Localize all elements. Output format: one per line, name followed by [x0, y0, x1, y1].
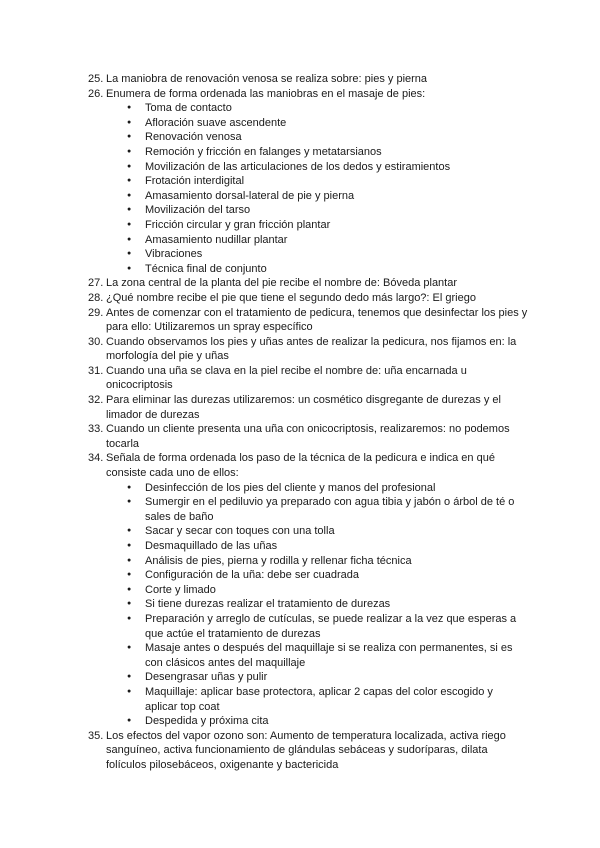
question-text: Antes de comenzar con el tratamiento de pedicura, tenemos que desinfectar los pies y para ello: Utilizaremos un spray específico — [106, 306, 528, 334]
question-text: Enumera de forma ordenada las maniobras en el masaje de pies: — [106, 87, 426, 100]
bullet-item: ● Movilización de las articulaciones de los dedos y estiramientos — [127, 160, 528, 175]
question-item — [88, 72, 528, 87]
bullet-item: ● Desengrasar uñas y pulir — [127, 670, 528, 685]
question-number: 28. — [88, 291, 104, 304]
question-number: 31. — [88, 364, 104, 377]
bullet-item: ● Desinfección de los pies del cliente y manos del profesional — [127, 481, 528, 496]
question-number: 29. — [88, 306, 104, 319]
bullet-item: ● Afloración suave ascendente — [127, 116, 528, 131]
question-item — [88, 729, 528, 773]
bullet-list — [106, 101, 528, 276]
bullet-item: ● Vibraciones — [127, 247, 528, 262]
question-item — [88, 335, 528, 364]
bullet-item: ● Técnica final de conjunto — [127, 262, 528, 277]
question-text: La zona central de la planta del pie recibe el nombre de: Bóveda plantar — [106, 277, 458, 290]
bullet-item: ● Fricción circular y gran fricción plantar — [127, 218, 528, 233]
question-item — [88, 87, 528, 277]
bullet-item: ● Preparación y arreglo de cutículas, se puede realizar a la vez que esperas a que actúe el tratamiento de durezas — [127, 612, 528, 641]
question-text: La maniobra de renovación venosa se realiza sobre: pies y pierna — [106, 73, 428, 85]
bullet-item: ● Renovación venosa — [127, 130, 528, 145]
bullet-item: ● Remoción y fricción en falanges y metatarsianos — [127, 145, 528, 160]
bullet-item: ● Análisis de pies, pierna y rodilla y rellenar ficha técnica — [127, 554, 528, 569]
bullet-item: ● Amasamiento nudillar plantar — [127, 233, 528, 248]
question-text: ¿Qué nombre recibe el pie que tiene el segundo dedo más largo?: El griego — [106, 291, 476, 304]
question-number: 33. — [88, 423, 104, 436]
question-text: Señala de forma ordenada los paso de la técnica de la pedicura e indica en qué consiste cada uno de ellos: — [106, 452, 495, 480]
question-text: Para eliminar las durezas utilizaremos: un cosmético disgregante de durezas y el limador de durezas — [106, 394, 501, 421]
question-item — [88, 393, 528, 422]
bullet-item: ● Corte y limado — [127, 583, 528, 598]
question-text: Cuando un cliente presenta una uña con onicocriptosis, realizaremos: no podemos tocarla — [106, 423, 510, 450]
question-number: 26. — [88, 87, 104, 100]
question-number: 30. — [88, 335, 104, 348]
question-item — [88, 364, 528, 393]
bullet-item: ● Amasamiento dorsal-lateral de pie y pierna — [127, 189, 528, 204]
bullet-item: ● Despedida y próxima cita — [127, 714, 528, 729]
question-list — [88, 72, 528, 773]
question-item — [88, 451, 528, 728]
question-item — [88, 291, 528, 306]
question-number: 27. — [88, 277, 104, 290]
bullet-list — [106, 481, 528, 729]
bullet-item: ● Sumergir en el pediluvio ya preparado con agua tibia y jabón o árbol de té o sales de baño — [127, 495, 528, 524]
document-page — [88, 72, 528, 773]
bullet-item: ● Movilización del tarso — [127, 203, 528, 218]
question-text: Cuando una uña se clava en la piel recibe el nombre de: uña encarnada u onicocriptosis — [106, 364, 467, 392]
bullet-item: ● Sacar y secar con toques con una tolla — [127, 524, 528, 539]
question-number: 34. — [88, 452, 104, 465]
question-number: 35. — [88, 729, 104, 742]
bullet-item: ● Configuración de la uña: debe ser cuadrada — [127, 568, 528, 583]
question-item — [88, 276, 528, 291]
question-text: Los efectos del vapor ozono son: Aumento de temperatura localizada, activa riego sanguíneo, activa funcionamiento de glándulas sebáceas y sudoríparas, dilata folículos pilosebáceos, oxigenante y bactericida — [106, 729, 506, 771]
bullet-item: ● Masaje antes o después del maquillaje si se realiza con permanentes, si es con clásicos antes del maquillaje — [127, 641, 528, 670]
bullet-item: ● Toma de contacto — [127, 101, 528, 116]
question-text: Cuando observamos los pies y uñas antes de realizar la pedicura, nos fijamos en: la morfología del pie y uñas — [106, 335, 517, 363]
question-item — [88, 422, 528, 451]
bullet-item: ● Desmaquillado de las uñas — [127, 539, 528, 554]
bullet-item: ● Maquillaje: aplicar base protectora, aplicar 2 capas del color escogido y aplicar top coat — [127, 685, 528, 714]
bullet-item: ● Si tiene durezas realizar el tratamiento de durezas — [127, 597, 528, 612]
question-item — [88, 306, 528, 335]
bullet-item: ● Frotación interdigital — [127, 174, 528, 189]
question-number: 25. — [88, 73, 104, 85]
question-number: 32. — [88, 394, 104, 407]
